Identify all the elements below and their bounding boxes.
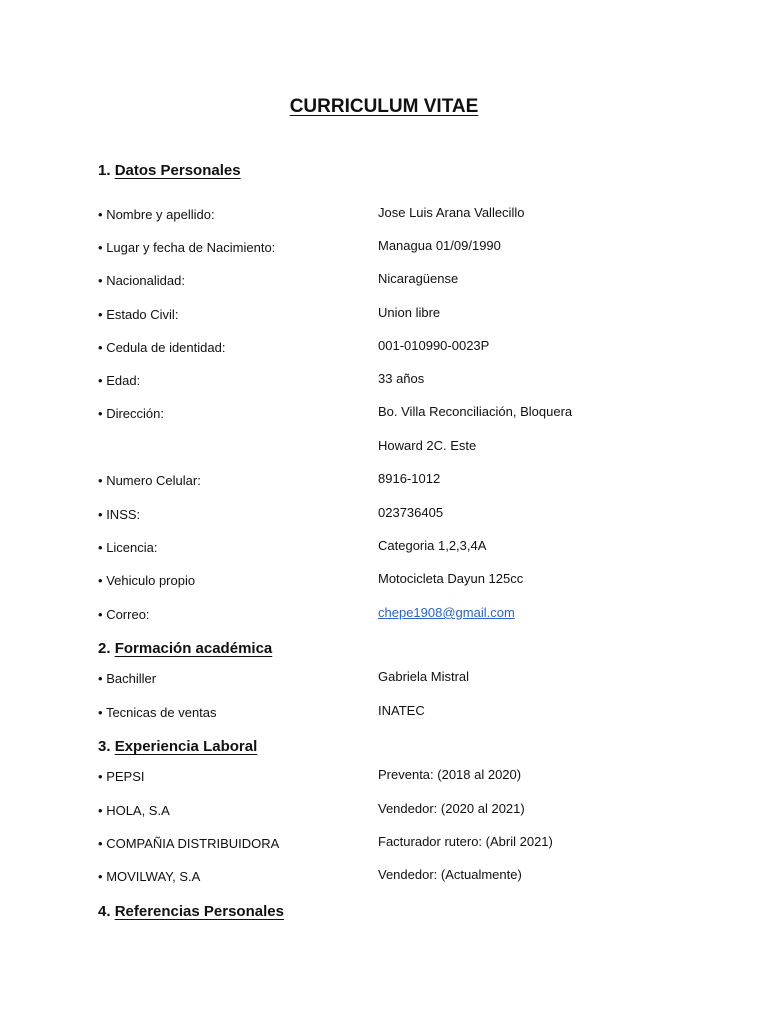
row-label	[98, 769, 144, 784]
row-value: Union libre	[378, 305, 441, 320]
row-value: Motocicleta Dayun 125cc	[378, 571, 524, 586]
bullet: •	[98, 573, 103, 588]
row-label	[98, 207, 215, 222]
label-text: Dirección:	[106, 406, 164, 421]
personal-row-cedula	[98, 340, 698, 360]
row-label	[98, 607, 150, 622]
education-row-bachiller	[98, 671, 698, 691]
row-label	[98, 803, 170, 818]
bullet: •	[98, 373, 103, 388]
direccion-continuation: Howard 2C. Este	[378, 438, 477, 453]
personal-row-nacimiento	[98, 240, 698, 260]
label-text: Tecnicas de ventas	[105, 705, 217, 720]
row-value: 8916-1012	[378, 471, 441, 486]
section-number: 4.	[98, 903, 111, 920]
row-value: Jose Luis Arana Vallecillo	[378, 205, 525, 220]
section-title: Experiencia Laboral	[114, 738, 258, 755]
bullet: •	[98, 836, 103, 851]
bullet: •	[98, 273, 103, 288]
bullet: •	[98, 607, 103, 622]
bullet: •	[98, 803, 103, 818]
bullet: •	[98, 473, 103, 488]
row-value: Vendedor: (Actualmente)	[378, 867, 522, 882]
label-text: Nombre y apellido:	[106, 207, 215, 222]
label-text: PEPSI	[106, 769, 145, 784]
label-text: Estado Civil:	[106, 307, 179, 322]
row-label	[98, 340, 225, 355]
bullet: •	[98, 406, 103, 421]
row-label	[98, 671, 156, 686]
row-value: Nicaragüense	[378, 271, 459, 286]
label-text: Vehiculo propio	[106, 573, 196, 588]
label-text: Cedula de identidad:	[106, 340, 226, 355]
personal-row-inss	[98, 507, 698, 527]
experience-row-compania	[98, 836, 698, 856]
label-text: Correo:	[106, 607, 150, 622]
bullet: •	[98, 769, 103, 784]
label-text: Licencia:	[106, 540, 158, 555]
email-link[interactable]: chepe1908@gmail.com	[378, 605, 515, 620]
bullet: •	[98, 240, 103, 255]
row-label	[98, 705, 217, 720]
row-label	[98, 473, 201, 488]
section-heading-formacion	[98, 640, 272, 657]
row-value: INATEC	[378, 703, 425, 718]
label-text: Bachiller	[106, 671, 157, 686]
row-value: Categoria 1,2,3,4A	[378, 538, 487, 553]
row-value: Gabriela Mistral	[378, 669, 470, 684]
personal-row-vehiculo	[98, 573, 698, 593]
bullet: •	[98, 540, 103, 555]
bullet: •	[98, 507, 103, 522]
label-text: Nacionalidad:	[106, 273, 185, 288]
bullet: •	[98, 340, 103, 355]
row-value: Vendedor: (2020 al 2021)	[378, 801, 525, 816]
row-label	[98, 507, 140, 522]
personal-row-direccion	[98, 406, 698, 426]
section-number: 1.	[98, 162, 111, 179]
label-text: COMPAÑIA DISTRIBUIDORA	[106, 836, 280, 851]
bullet: •	[98, 705, 103, 720]
row-label	[98, 273, 185, 288]
row-value: Preventa: (2018 al 2020)	[378, 767, 522, 782]
label-text: HOLA, S.A	[106, 803, 170, 818]
row-value: 001-010990-0023P	[378, 338, 490, 353]
personal-row-nacionalidad	[98, 273, 698, 293]
personal-row-correo	[98, 607, 698, 627]
bullet: •	[98, 869, 103, 884]
label-text: MOVILWAY, S.A	[106, 869, 201, 884]
row-label	[98, 307, 178, 322]
section-heading-datos-personales	[98, 162, 241, 179]
bullet: •	[98, 207, 103, 222]
personal-row-celular	[98, 473, 698, 493]
personal-row-estado-civil	[98, 307, 698, 327]
row-label	[98, 373, 140, 388]
bullet: •	[98, 307, 103, 322]
label-text: Lugar y fecha de Nacimiento:	[106, 240, 276, 255]
row-value: Facturador rutero: (Abril 2021)	[378, 834, 553, 849]
experience-row-movilway	[98, 869, 698, 889]
label-text: Edad:	[106, 373, 141, 388]
education-row-tecnicas	[98, 705, 698, 725]
row-label	[98, 240, 275, 255]
section-title: Referencias Personales	[114, 903, 284, 920]
experience-row-hola	[98, 803, 698, 823]
row-value: 023736405	[378, 505, 444, 520]
personal-row-edad	[98, 373, 698, 393]
row-value: 33 años	[378, 371, 425, 386]
personal-row-licencia	[98, 540, 698, 560]
row-label	[98, 573, 195, 588]
section-heading-referencias	[98, 903, 284, 920]
experience-row-pepsi	[98, 769, 698, 789]
row-label	[98, 540, 158, 555]
section-heading-experiencia	[98, 738, 257, 755]
title-text: CURRICULUM VITAE	[289, 96, 479, 117]
row-value: Managua 01/09/1990	[378, 238, 501, 253]
row-label	[98, 869, 200, 884]
section-title: Formación académica	[114, 640, 273, 657]
label-text: INSS:	[106, 507, 141, 522]
row-label	[98, 406, 164, 421]
row-label	[98, 836, 279, 851]
section-number: 2.	[98, 640, 111, 657]
label-text: Numero Celular:	[106, 473, 201, 488]
personal-row-nombre	[98, 207, 698, 227]
section-title: Datos Personales	[114, 162, 241, 179]
section-number: 3.	[98, 738, 111, 755]
document-title	[0, 96, 768, 118]
bullet: •	[98, 671, 103, 686]
row-value: Bo. Villa Reconciliación, Bloquera	[378, 404, 573, 419]
